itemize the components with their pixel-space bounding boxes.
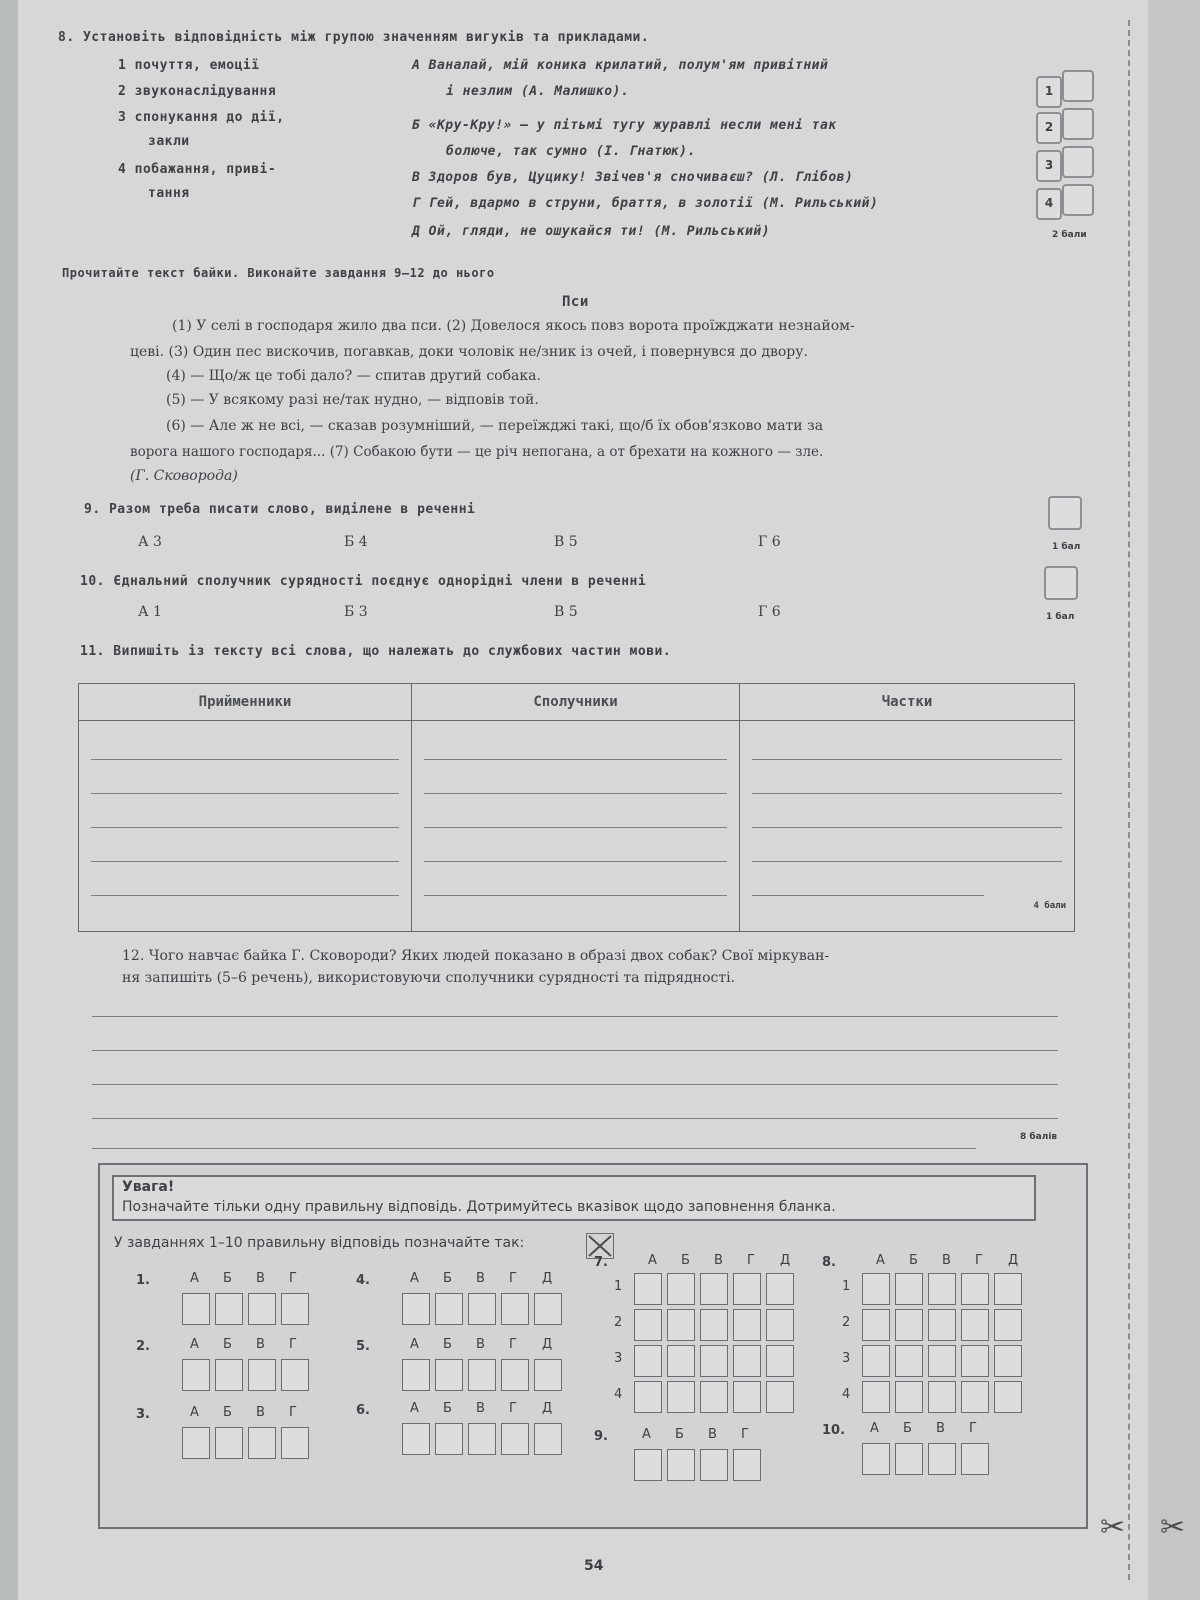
answer-cell[interactable] — [468, 1423, 496, 1455]
answer-cell[interactable] — [961, 1273, 989, 1305]
answer-sheet-panel — [98, 1163, 1088, 1529]
column-header-prepositions: Прийменники — [79, 684, 412, 721]
row-number: 4 — [614, 1387, 623, 1402]
scissors-icon: ✂ — [1160, 1510, 1186, 1545]
answer-cell[interactable] — [700, 1345, 728, 1377]
notice-instruction: У завданнях 1–10 правильну відповідь позначайте так: — [114, 1235, 525, 1251]
answer-cell[interactable] — [733, 1345, 761, 1377]
option-letter: Г — [509, 1337, 517, 1352]
answer-cell[interactable] — [402, 1423, 430, 1455]
option-letter: Б — [223, 1405, 232, 1420]
task10-question: 10. Єднальний сполучник сурядності поєднує однорідні члени в реченні — [80, 574, 647, 589]
option-letter: В — [942, 1253, 951, 1268]
notice-title: Увага! — [122, 1179, 175, 1195]
question-number: 2. — [136, 1339, 150, 1354]
answer-cell[interactable] — [501, 1423, 529, 1455]
answer-cell[interactable] — [994, 1273, 1022, 1305]
task10-answer-box[interactable] — [1044, 566, 1078, 600]
option-letter: Б — [681, 1253, 690, 1268]
option-letter: Г — [747, 1253, 755, 1268]
row-number: 1 — [614, 1279, 623, 1294]
option-letter: Г — [289, 1405, 297, 1420]
answer-cell[interactable] — [961, 1309, 989, 1341]
answer-cell[interactable] — [700, 1309, 728, 1341]
answer-cell[interactable] — [215, 1293, 243, 1325]
option-letter: А — [648, 1253, 657, 1268]
task9-option: Б 4 — [344, 534, 368, 550]
answer-cell[interactable] — [281, 1359, 309, 1391]
option-letter: Б — [223, 1271, 232, 1286]
answer-cell[interactable] — [862, 1309, 890, 1341]
question-number: 7. — [594, 1255, 608, 1270]
task8-left-item: 3 спонукання до дії, — [118, 110, 285, 125]
question-number: 9. — [594, 1429, 608, 1444]
writing-line — [752, 759, 1062, 760]
option-letter: В — [476, 1337, 485, 1352]
answer-cell[interactable] — [634, 1345, 662, 1377]
task10-option: Г 6 — [758, 604, 781, 620]
question-number: 6. — [356, 1403, 370, 1418]
writing-line — [424, 827, 727, 828]
task8-left-item: закли — [148, 134, 190, 149]
answer-cell[interactable] — [402, 1293, 430, 1325]
answer-cell[interactable] — [895, 1381, 923, 1413]
answer-cell[interactable] — [895, 1443, 923, 1475]
answer-cell[interactable] — [994, 1381, 1022, 1413]
task8-right-item: Б «Кру-Кру!» — у пітьмі тугу журавлі несли мені так — [412, 118, 837, 133]
answer-cell[interactable] — [667, 1273, 695, 1305]
notice-text: Позначайте тільки одну правильну відповідь. Дотримуйтесь вказівок щодо заповнення бланка. — [122, 1199, 836, 1215]
answer-cell[interactable] — [928, 1345, 956, 1377]
answer-cell[interactable] — [215, 1359, 243, 1391]
question-number: 8. — [822, 1255, 836, 1270]
writing-line — [91, 759, 399, 760]
writing-line[interactable] — [92, 1118, 1058, 1119]
answer-cell[interactable] — [733, 1273, 761, 1305]
answer-cell[interactable] — [961, 1443, 989, 1475]
option-letter: Д — [542, 1401, 553, 1416]
answer-cell[interactable] — [766, 1345, 794, 1377]
answer-box[interactable] — [1062, 108, 1094, 140]
task10-option: В 5 — [554, 604, 578, 620]
row-number: 2 — [842, 1315, 851, 1330]
task12-question: 12. Чого навчає байка Г. Сковороди? Яких людей показано в образі двох собак? Свої міркуван- — [122, 948, 830, 964]
writing-line — [752, 827, 1062, 828]
task8-right-item: Г Гей, вдармо в струни, браття, в золотії (М. Рильський) — [412, 196, 879, 211]
task8-right-item: болюче, так сумно (І. Гнатюк). — [446, 144, 696, 159]
answer-box[interactable] — [1062, 184, 1094, 216]
answer-cell[interactable] — [667, 1381, 695, 1413]
answer-box-label: 2 — [1036, 112, 1062, 144]
answer-box-label: 1 — [1036, 76, 1062, 108]
fable-line: (5) — У всякому разі не/так нудно, — відповів той. — [166, 392, 539, 408]
writing-line[interactable] — [92, 1148, 976, 1149]
task12-question: ня запишіть (5–6 речень), використовуючи сполучники сурядності та підрядності. — [122, 970, 736, 986]
answer-cell[interactable] — [215, 1427, 243, 1459]
answer-cell[interactable] — [895, 1309, 923, 1341]
answer-box[interactable] — [1062, 70, 1094, 102]
answer-cell[interactable] — [862, 1345, 890, 1377]
answer-cell[interactable] — [667, 1309, 695, 1341]
task8-header: 8. Установіть відповідність між групою значенням вигуків та прикладами. — [58, 30, 650, 45]
answer-cell[interactable] — [928, 1309, 956, 1341]
task11-question: 11. Випишіть із тексту всі слова, що належать до службових частин мови. — [80, 644, 672, 659]
answer-box-label: 3 — [1036, 150, 1062, 182]
writing-line[interactable] — [92, 1084, 1058, 1085]
option-letter: А — [190, 1337, 199, 1352]
question-number: 5. — [356, 1339, 370, 1354]
option-letter: Б — [443, 1271, 452, 1286]
answer-cell[interactable] — [634, 1273, 662, 1305]
answer-cell[interactable] — [435, 1359, 463, 1391]
option-letter: Б — [903, 1421, 912, 1436]
option-letter: Д — [1008, 1253, 1019, 1268]
answer-cell[interactable] — [994, 1309, 1022, 1341]
answer-cell[interactable] — [182, 1293, 210, 1325]
score-label: 4 бали — [1033, 901, 1066, 911]
answer-cell[interactable] — [634, 1381, 662, 1413]
writing-line — [91, 895, 399, 896]
answer-cell[interactable] — [634, 1449, 662, 1481]
answer-cell[interactable] — [862, 1273, 890, 1305]
option-letter: А — [190, 1271, 199, 1286]
option-letter: Б — [443, 1337, 452, 1352]
row-number: 1 — [842, 1279, 851, 1294]
option-letter: А — [190, 1405, 199, 1420]
task9-option: А 3 — [138, 534, 162, 550]
option-letter: В — [256, 1337, 265, 1352]
answer-cell[interactable] — [733, 1381, 761, 1413]
answer-cell[interactable] — [700, 1449, 728, 1481]
option-letter: Г — [969, 1421, 977, 1436]
writing-line — [424, 793, 727, 794]
option-letter: А — [410, 1401, 419, 1416]
writing-line — [752, 793, 1062, 794]
answer-cell[interactable] — [994, 1345, 1022, 1377]
task10-option: Б 3 — [344, 604, 368, 620]
answer-cell[interactable] — [534, 1359, 562, 1391]
task9-option: В 5 — [554, 534, 578, 550]
option-letter: Г — [289, 1271, 297, 1286]
answer-cell[interactable] — [733, 1309, 761, 1341]
answer-cell[interactable] — [961, 1381, 989, 1413]
answer-cell[interactable] — [733, 1449, 761, 1481]
answer-cell[interactable] — [895, 1273, 923, 1305]
score-label: 1 бал — [1052, 542, 1081, 552]
answer-cell[interactable] — [248, 1359, 276, 1391]
score-label: 2 бали — [1052, 230, 1087, 240]
question-number: 3. — [136, 1407, 150, 1422]
option-letter: А — [876, 1253, 885, 1268]
column-header-conjunctions: Сполучники — [412, 684, 740, 721]
answer-cell[interactable] — [534, 1423, 562, 1455]
answer-cell[interactable] — [182, 1359, 210, 1391]
column-header-particles: Частки — [740, 684, 1075, 721]
option-letter: А — [870, 1421, 879, 1436]
answer-cell[interactable] — [248, 1293, 276, 1325]
answer-cell[interactable] — [766, 1273, 794, 1305]
fable-author: (Г. Сковорода) — [130, 468, 238, 484]
score-label: 1 бал — [1046, 612, 1075, 622]
answer-cell[interactable] — [895, 1345, 923, 1377]
answer-cell[interactable] — [402, 1359, 430, 1391]
answer-cell[interactable] — [468, 1293, 496, 1325]
answer-column-particles[interactable] — [740, 721, 1075, 932]
option-letter: Д — [542, 1271, 553, 1286]
task8-right-item: і незлим (А. Малишко). — [446, 84, 630, 99]
option-letter: Г — [509, 1401, 517, 1416]
writing-line — [91, 793, 399, 794]
option-letter: А — [642, 1427, 651, 1442]
answer-cell[interactable] — [667, 1345, 695, 1377]
answer-cell[interactable] — [182, 1427, 210, 1459]
option-letter: В — [714, 1253, 723, 1268]
answer-cell[interactable] — [281, 1293, 309, 1325]
option-letter: Г — [741, 1427, 749, 1442]
fable-line: (4) — Що/ж це тобі дало? — спитав другий собака. — [166, 368, 541, 384]
writing-line — [91, 827, 399, 828]
task8-right-item: Д Ой, гляди, не ошукайся ти! (М. Рильський) — [412, 224, 771, 239]
writing-line — [424, 759, 727, 760]
answer-box[interactable] — [1062, 146, 1094, 178]
answer-cell[interactable] — [928, 1273, 956, 1305]
task9-option: Г 6 — [758, 534, 781, 550]
fable-line: цеві. (3) Один пес вискочив, погавкав, доки чоловік не/зник із очей, і повернувся до двору. — [130, 344, 808, 360]
task9-question: 9. Разом треба писати слово, виділене в реченні — [84, 502, 476, 517]
option-letter: В — [476, 1401, 485, 1416]
answer-cell[interactable] — [501, 1293, 529, 1325]
fable-line: (1) У селі в господаря жило два пси. (2) Довелося якось повз ворота проїжджати незнайом- — [172, 318, 855, 334]
answer-cell[interactable] — [862, 1381, 890, 1413]
fable-line: (6) — Але ж не всі, — сказав розумніший, — переїжджі такі, що/б їх обов'язково мати за — [166, 418, 824, 434]
attention-box — [112, 1175, 1036, 1221]
task8-right-item: А Ваналай, мій коника крилатий, полум'ям привітний — [412, 58, 829, 73]
answer-cell[interactable] — [766, 1381, 794, 1413]
row-number: 2 — [614, 1315, 623, 1330]
option-letter: Б — [909, 1253, 918, 1268]
row-number: 4 — [842, 1387, 851, 1402]
answer-cell[interactable] — [248, 1427, 276, 1459]
task8-right-item: В Здоров був, Цуцику! Звічев'я сночиваєш? (Л. Глібов) — [412, 170, 854, 185]
answer-cell[interactable] — [928, 1443, 956, 1475]
option-letter: Б — [223, 1337, 232, 1352]
answer-cell[interactable] — [634, 1309, 662, 1341]
option-letter: В — [476, 1271, 485, 1286]
answer-cell[interactable] — [766, 1309, 794, 1341]
option-letter: А — [410, 1271, 419, 1286]
fable-intro: Прочитайте текст байки. Виконайте завдання 9–12 до нього — [62, 266, 495, 280]
score-label: 8 балів — [1020, 1132, 1058, 1142]
answer-cell[interactable] — [435, 1423, 463, 1455]
scissors-icon: ✂ — [1100, 1510, 1126, 1545]
option-letter: Г — [975, 1253, 983, 1268]
task8-left-item: 4 побажання, приві- — [118, 162, 277, 177]
option-letter: В — [708, 1427, 717, 1442]
answer-cell[interactable] — [468, 1359, 496, 1391]
task8-left-item: 2 звуконаслідування — [118, 84, 277, 99]
option-letter: В — [256, 1405, 265, 1420]
option-letter: В — [256, 1271, 265, 1286]
task8-left-item: 1 почуття, емоції — [118, 58, 260, 73]
writing-line[interactable] — [92, 1016, 1058, 1017]
task8-left-item: тання — [148, 186, 190, 201]
answer-cell[interactable] — [700, 1273, 728, 1305]
answer-cell[interactable] — [862, 1443, 890, 1475]
option-letter: Д — [542, 1337, 553, 1352]
answer-cell[interactable] — [700, 1381, 728, 1413]
writing-line[interactable] — [92, 1050, 1058, 1051]
writing-line — [424, 861, 727, 862]
answer-cell[interactable] — [928, 1381, 956, 1413]
fable-title: Пси — [562, 294, 589, 310]
answer-box-label: 4 — [1036, 188, 1062, 220]
option-letter: А — [410, 1337, 419, 1352]
writing-line — [752, 895, 984, 896]
question-number: 4. — [356, 1273, 370, 1288]
cut-line — [1128, 20, 1130, 1580]
answer-cell[interactable] — [281, 1427, 309, 1459]
page-number: 54 — [584, 1558, 604, 1574]
answer-cell[interactable] — [435, 1293, 463, 1325]
page-margin — [1148, 0, 1200, 1600]
answer-column-prepositions[interactable] — [79, 721, 412, 932]
task10-option: А 1 — [138, 604, 162, 620]
answer-cell[interactable] — [534, 1293, 562, 1325]
task9-answer-box[interactable] — [1048, 496, 1082, 530]
writing-line — [752, 861, 1062, 862]
option-letter: Г — [509, 1271, 517, 1286]
question-number: 1. — [136, 1273, 150, 1288]
option-letter: Б — [675, 1427, 684, 1442]
answer-cell[interactable] — [667, 1449, 695, 1481]
option-letter: Г — [289, 1337, 297, 1352]
answer-cell[interactable] — [501, 1359, 529, 1391]
writing-line — [91, 861, 399, 862]
service-words-table — [78, 683, 1075, 932]
option-letter: В — [936, 1421, 945, 1436]
question-number: 10. — [822, 1423, 846, 1438]
option-letter: Б — [443, 1401, 452, 1416]
answer-cell[interactable] — [961, 1345, 989, 1377]
writing-line — [424, 895, 727, 896]
option-letter: Д — [780, 1253, 791, 1268]
fable-line: ворога нашого господаря... (7) Собакою бути — це річ непогана, а от брехати на кожного — зле. — [130, 444, 824, 460]
row-number: 3 — [842, 1351, 851, 1366]
row-number: 3 — [614, 1351, 623, 1366]
answer-column-conjunctions[interactable] — [412, 721, 740, 932]
